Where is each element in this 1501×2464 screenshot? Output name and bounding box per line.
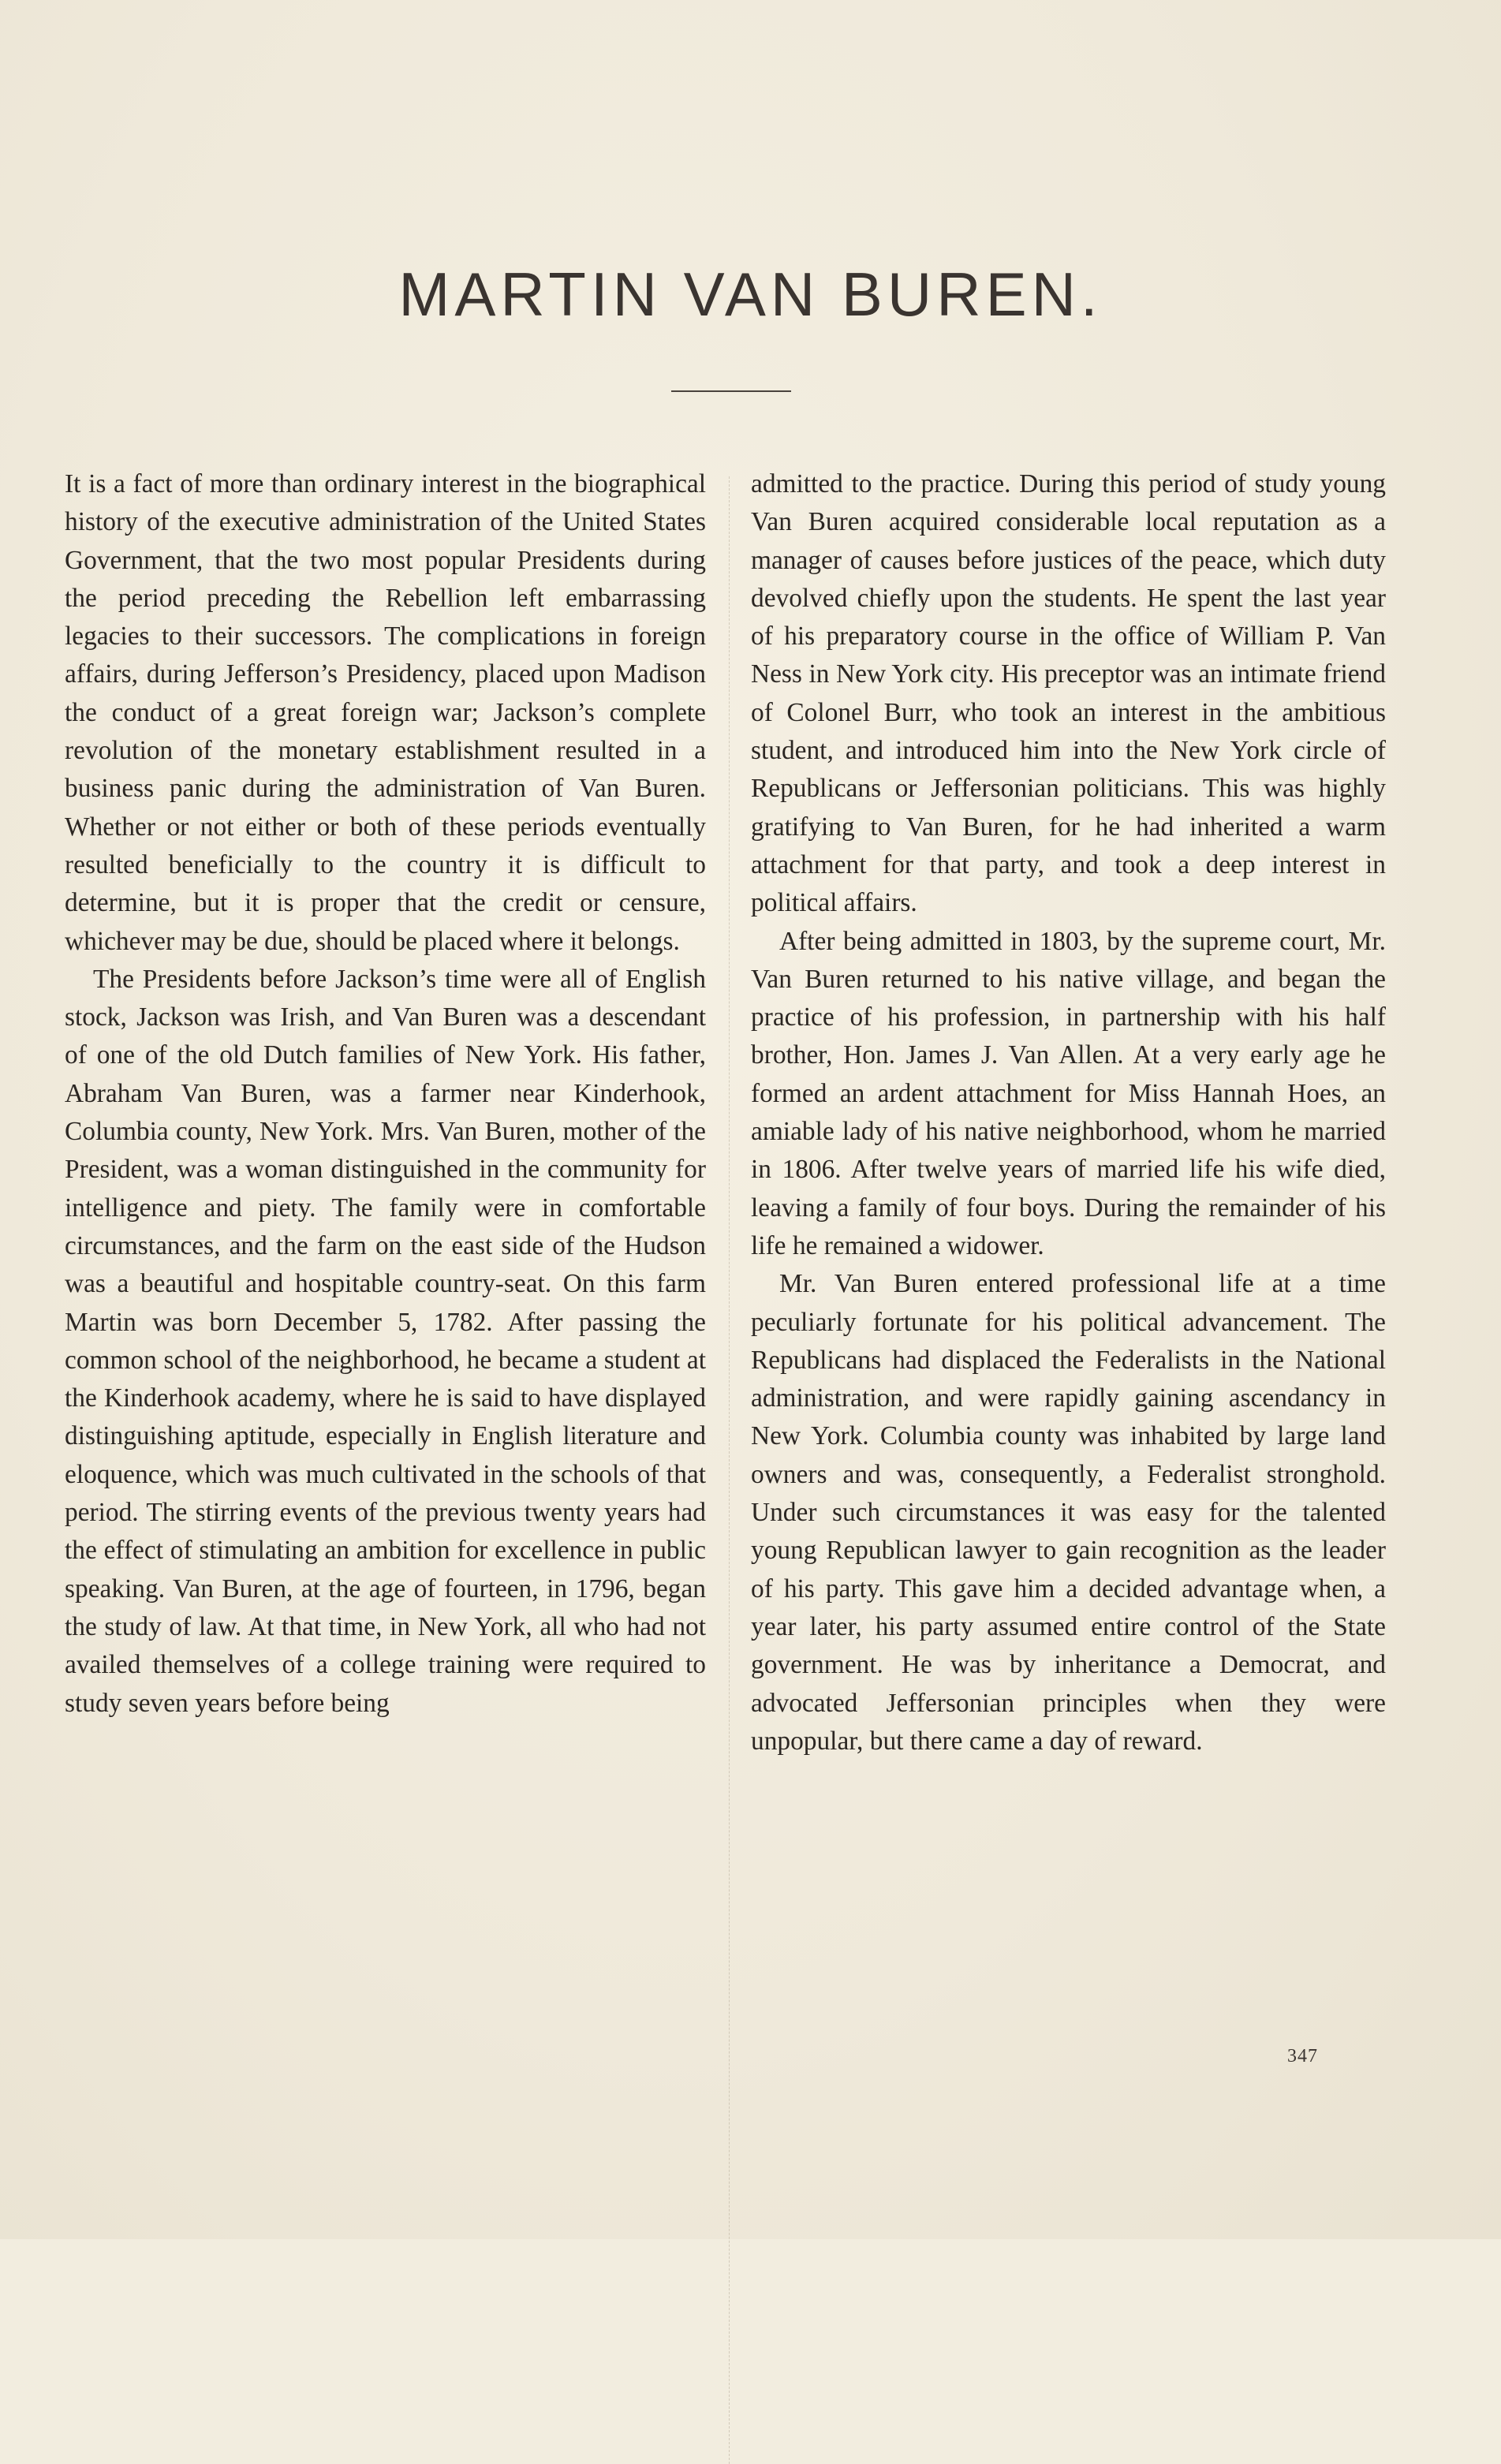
column-divider	[729, 476, 730, 2464]
paragraph: It is a fact of more than ordinary interest in the biographical history of the executive administration of the United States Government, that the two most popular Presidents during the period preceding the Rebellion left embarrassing legacies to their successors. The complications in foreign affairs, during Jefferson’s Presidency, placed upon Madison the conduct of a great foreign war; Jackson’s complete revolution of the monetary establishment resulted in a business panic during the administration of Van Buren. Whether or not either or both of these periods eventually resulted beneficially to the country it is difficult to determine, but it is proper that the credit or censure, whichever may be due, should be placed where it belongs.	[65, 469, 706, 956]
paragraph: Mr. Van Buren entered professional life at a time peculiarly fortunate for his political advancement. The Republicans had displaced the Federalists in the National administration, and were rapidly gaining ascendancy in New York. Columbia county was inhabited by large land owners and was, consequently, a Federalist stronghold. Under such circumstances it was easy for the talented young Republican lawyer to gain recognition as the leader of his party. This gave him a decided advantage when, a year later, his party assumed entire control of the State government. He was by inheritance a Democrat, and advocated Jeffersonian principles when they were unpopular, but there came a day of reward.	[751, 1269, 1386, 1756]
right-column	[751, 465, 1386, 1760]
chapter-title: MARTIN VAN BUREN.	[398, 259, 1103, 329]
paragraph: The Presidents before Jackson’s time were all of English stock, Jackson was Irish, and Van Buren was a descendant of one of the old Dutch families of New York. His father, Abraham Van Buren, was a farmer near Kinderhook, Columbia county, New York. Mrs. Van Buren, mother of the President, was a woman distinguished in the community for intelligence and piety. The family were in comfortable circumstances, and the farm on the east side of the Hudson was a beautiful and hospitable country-seat. On this farm Martin was born December 5, 1782. After passing the common school of the neighborhood, he became a student at the Kinderhook academy, where he is said to have displayed distinguishing aptitude, especially in English literature and eloquence, which was much cultivated in the schools of that period. The stirring events of the previous twenty years had the effect of stimulating an ambition for excellence in public speaking. Van Buren, at the age of fourteen, in 1796, began the study of law. At that time, in New York, all who had not availed themselves of a college training were required to study seven years before being	[65, 964, 706, 1718]
left-column	[65, 465, 706, 1723]
page-number: 347	[1287, 2046, 1318, 2066]
paragraph: After being admitted in 1803, by the supreme court, Mr. Van Buren returned to his native village, and began the practice of his profession, in partnership with his half brother, Hon. James J. Van Allen. At a very early age he formed an ardent attachment for Miss Hannah Hoes, an amiable lady of his native neighborhood, whom he married in 1806. After twelve years of married life his wife died, leaving a family of four boys. During the remainder of his life he remained a widower.	[751, 926, 1386, 1260]
title-rule	[671, 390, 791, 392]
paragraph: admitted to the practice. During this period of study young Van Buren acquired considerable local reputation as a manager of causes before justices of the peace, which duty devolved chiefly upon the students. He spent the last year of his preparatory course in the office of William P. Van Ness in New York city. His preceptor was an intimate friend of Colonel Burr, who took an interest in the ambitious student, and introduced him into the New York circle of Republicans or Jeffersonian politicians. This was highly gratifying to Van Buren, for he had inherited a warm attachment for that party, and took a deep interest in political affairs.	[751, 469, 1386, 918]
